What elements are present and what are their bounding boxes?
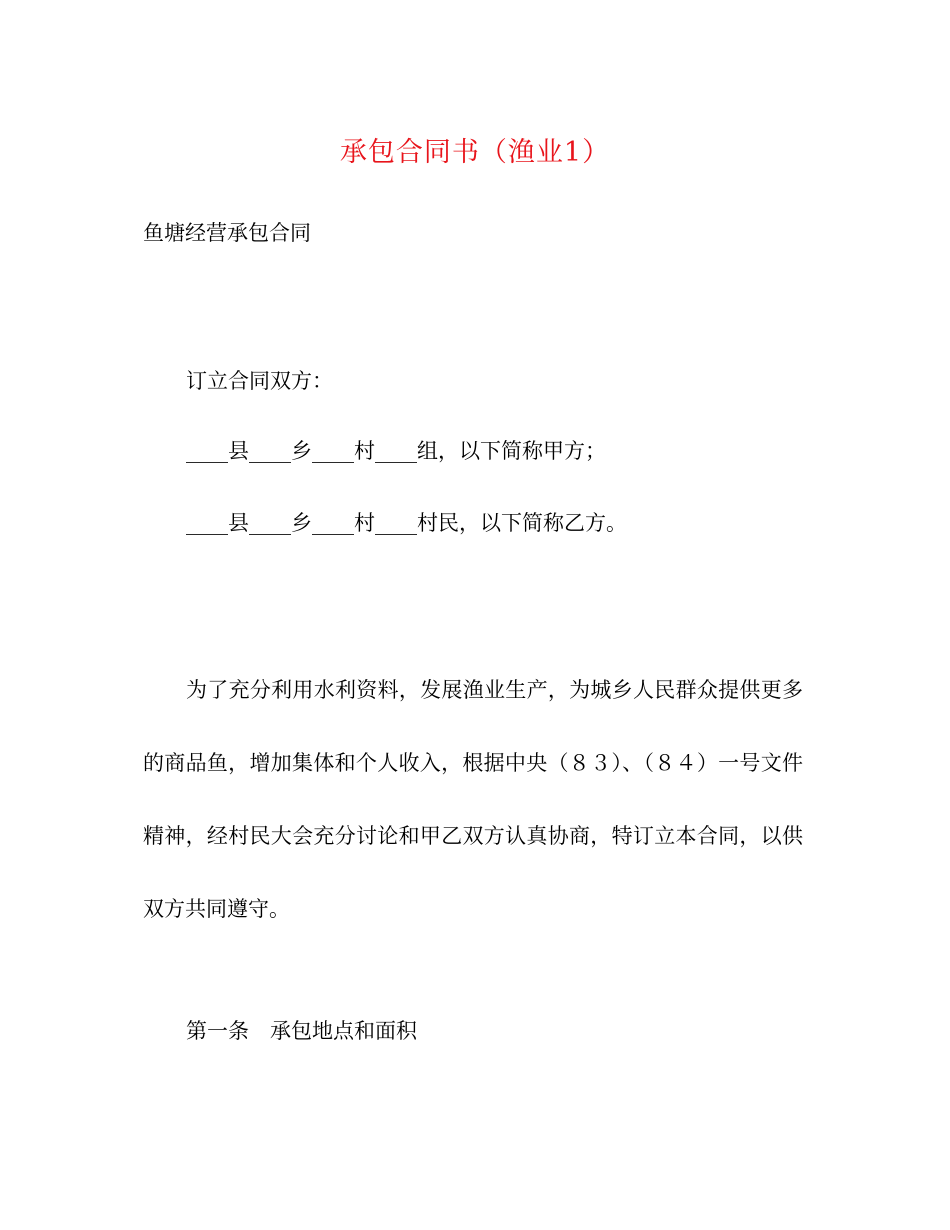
- party-b-line: ____县____乡____村____村民，以下简称乙方。: [186, 511, 627, 535]
- article-1-heading: 第一条 承包地点和面积: [186, 1019, 417, 1043]
- contract-subtitle: 鱼塘经营承包合同: [143, 221, 311, 245]
- document-title: 承包合同书（渔业1）: [339, 137, 611, 168]
- preamble-paragraph: 为了充分利用水利资料，发展渔业生产，为城乡人民群众提供更多的商品鱼，增加集体和个人收入，根据中央（８３）、（８４）一号文件精神，经村民大会充分讨论和甲乙双方认真协商，特订立本合同，以供双方共同遵守。: [143, 678, 803, 921]
- party-a-line: ____县____乡____村____组，以下简称甲方；: [186, 439, 606, 463]
- parties-heading: 订立合同双方：: [186, 369, 333, 393]
